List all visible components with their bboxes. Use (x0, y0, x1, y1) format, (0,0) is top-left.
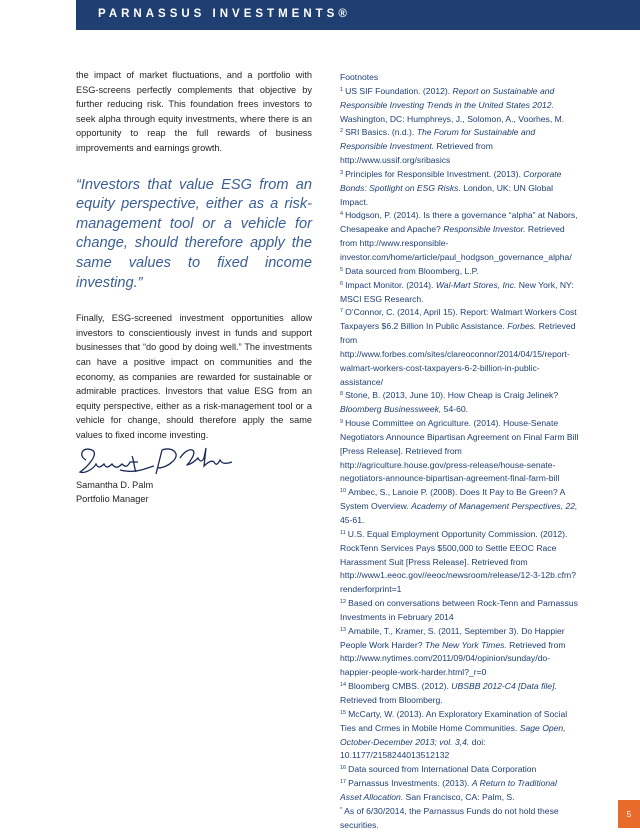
footnote-source-title: Academy of Management Perspectives, 22, (411, 501, 578, 512)
footnote-number: 9 (340, 419, 344, 426)
footnote-text-tail: 54-60. (441, 404, 469, 415)
footnote-text: US SIF Foundation. (2012). (345, 85, 453, 96)
footnote-item (340, 680, 580, 708)
footnote-text: As of 6/30/2014, the Parnassus Funds do not hold these securities. (340, 805, 559, 830)
brand-header: PARNASSUS INVESTMENTS® (98, 8, 351, 20)
footnote-number: 4 (340, 211, 344, 218)
footnote-item (340, 708, 580, 763)
footnote-item (340, 763, 580, 777)
footnote-text: Based on conversations between Rock-Tenn and Parnassus Investments in February 2014 (340, 598, 578, 622)
footnote-number: 8 (340, 391, 344, 398)
pull-quote: “Investors that value ESG from an equity perspective, either as a risk-management tool or a vehicle for change, should therefore apply the same values to fixed income investing.” (76, 176, 312, 291)
footnote-text: Amabile, T., Kramer, S. (2011, September 3). Do Happier People Work Harder? (340, 625, 565, 650)
footnote-text: Ambec, S., Lanoie P. (2008). Does It Pay to Be Green? A System Overview. (340, 487, 565, 512)
footnote-text-tail: San Francisco, CA: Palm, S. (403, 791, 515, 802)
footnote-number: 16 (340, 765, 347, 772)
footnote-text-tail: doi: 10.1177/2158244013512132 (340, 736, 486, 761)
footnote-text-tail: Retrieved from http://www.responsible-investor.com/home/article/paul_hodgson_governance_alpha/ (340, 224, 572, 262)
page-number: 5 (618, 800, 640, 828)
footnotes-list (340, 85, 580, 832)
footnote-number: 15 (340, 709, 347, 716)
footnote-source-title: A Return to Traditional Asset Allocation. (340, 778, 557, 802)
footnote-text: O’Connor, C. (2014, April 15). Report: Walmart Workers Cost Taxpayers $6.2 Billion In Public Assistance. (340, 307, 577, 332)
footnote-text: Impact Monitor. (2014). (345, 279, 436, 290)
footnote-item (340, 265, 580, 279)
footnote-source-title: UBSBB 2012-C4 [Data file]. (451, 681, 557, 692)
footnote-number: 13 (340, 626, 347, 633)
footnote-text-tail: Retrieved from http://www.nytimes.com/2011/09/04/opinion/sunday/do-happier-people-work-harder.html?_r=0 (340, 639, 566, 678)
footnote-source-title: Sage Open, October-December 2013; vol. 3,4. (340, 722, 566, 747)
footnote-text: Parnassus Investments. (2013). (348, 778, 472, 789)
footnote-item (340, 168, 580, 210)
footnote-source-title: The New York Times. (424, 639, 507, 650)
footnote-number: 6 (340, 280, 344, 287)
footnote-text: SRI Basics. (n.d.). (345, 127, 417, 138)
footnote-source-title: Report on Sustainable and Responsible Investing Trends in the United States 2012. (340, 85, 555, 110)
footnote-text: Data sourced from International Data Corporation (348, 764, 537, 775)
footnote-source-title: Bloomberg Businessweek, (340, 404, 442, 415)
footnote-item (340, 417, 580, 486)
footnote-item (340, 777, 580, 805)
footnote-source-title: Wal-Mart Stores, Inc. (435, 279, 517, 290)
footnote-text-tail: London, UK: UN Global Impact. (340, 182, 554, 207)
left-column (76, 68, 312, 454)
closing-paragraph: Finally, ESG-screened investment opportunities allow investors to conscientiously invest in funds and support businesses that “do good by doing well.” The investments can have a positive impact on communities and the economy, as companies are rewarded for sustainable or admirable practices. Investors that value ESG from an equity perspective, either as a risk-management tool or a vehicle for change, should therefore apply the same values to fixed income investing. (76, 313, 312, 440)
footnote-text-tail: Retrieved from Bloomberg. (340, 694, 443, 705)
footnote-text: Hodgson, P. (2014). Is there a governance “alpha” at Nabors, Chesapeake and Apache? (340, 210, 578, 235)
footnote-number: 3 (340, 169, 344, 176)
footnote-source-title: Responsible Investor. (443, 224, 526, 235)
footnote-item (340, 625, 580, 680)
footnote-number: 12 (340, 599, 347, 606)
footnote-number: 5 (340, 266, 344, 273)
footnote-item (340, 597, 580, 625)
footnote-number: 10 (340, 488, 347, 495)
footnote-source-title: Forbes. (507, 321, 537, 332)
footnote-number: * (340, 806, 343, 813)
footnote-item (340, 486, 580, 528)
footnote-text-tail: Retrieved from http://www.forbes.com/sites/clareoconnor/2014/04/15/report-walmart-workers-cost-taxpayers-6-2-billion-in-public-assistance/ (340, 321, 576, 387)
footnote-text: House Committee on Agriculture. (2014). House-Senate Negotiators Announce Bipartisan Agreement on Final Farm Bill [Press Release]. Retrieved from http://agriculture.house.gov/press-release/house-senate-negotiators-announce-bipartisan-agreement-final-farm-bill (340, 418, 579, 484)
footnote-text: McCarty, W. (2013). An Exploratory Examination of Social Ties and Crmes in Mobile Home Communities. (340, 708, 568, 733)
footnote-number: 2 (340, 128, 344, 135)
footnotes-column (340, 71, 580, 832)
footnote-text-tail: Retrieved from http://www.ussif.org/sribasics (340, 141, 493, 166)
footnote-item (340, 85, 580, 127)
footnote-text: Principles for Responsible Investment. (2013). (345, 168, 524, 179)
footnote-item (340, 126, 580, 168)
footnote-text-tail: 45-61. (340, 515, 365, 525)
footnote-text-tail: New York, NY: MSCI ESG Research. (340, 279, 574, 304)
footnote-text: U.S. Equal Employment Opportunity Commission. (2012). RockTenn Services Pays $500,000 to Settle EEOC Race Harassment Suit [Press Release]. Retrieved from http://www1.eeoc.gov//eeoc/newsroom/release/12-3-12b.cfm?renderforprint=1 (340, 528, 576, 595)
footnote-source-title: The Forum for Sustainable and Responsible Investment. (340, 127, 536, 152)
footnote-number: 11 (340, 529, 346, 536)
footnote-number: 7 (340, 308, 344, 315)
footnote-number: 1 (340, 86, 344, 93)
footnote-text: Data sourced from Bloomberg, L.P. (345, 265, 479, 276)
intro-paragraph: the impact of market fluctuations, and a portfolio with ESG-screens perfectly complements that objective by further reducing risk. This foundation frees investors to seek alpha through equity investments, where there is an opportunity to reap the full rewards of business improvements and earnings growth. (76, 70, 312, 153)
signer-name: Samantha D. Palm (76, 480, 154, 490)
footnote-item (340, 209, 580, 264)
footnote-item (340, 389, 580, 417)
footnote-text: Bloomberg CMBS. (2012). (348, 681, 452, 692)
footnote-item (340, 306, 580, 389)
signer-title: Portfolio Manager (76, 494, 149, 504)
footnote-text-tail: Washington, DC: Humphreys, J., Solomon, A., Voorhes, M. (340, 113, 565, 124)
footnote-source-title: Corporate Bonds: Spotlight on ESG Risks. (340, 168, 562, 193)
footnotes-title: Footnotes (340, 72, 379, 82)
footnote-number: 17 (340, 779, 347, 786)
footnote-item (340, 528, 580, 597)
footnote-text: Stone, B. (2013, June 10). How Cheap is Craig Jelinek? (345, 390, 559, 401)
footnote-number: 14 (340, 682, 347, 689)
footnote-item (340, 279, 580, 307)
